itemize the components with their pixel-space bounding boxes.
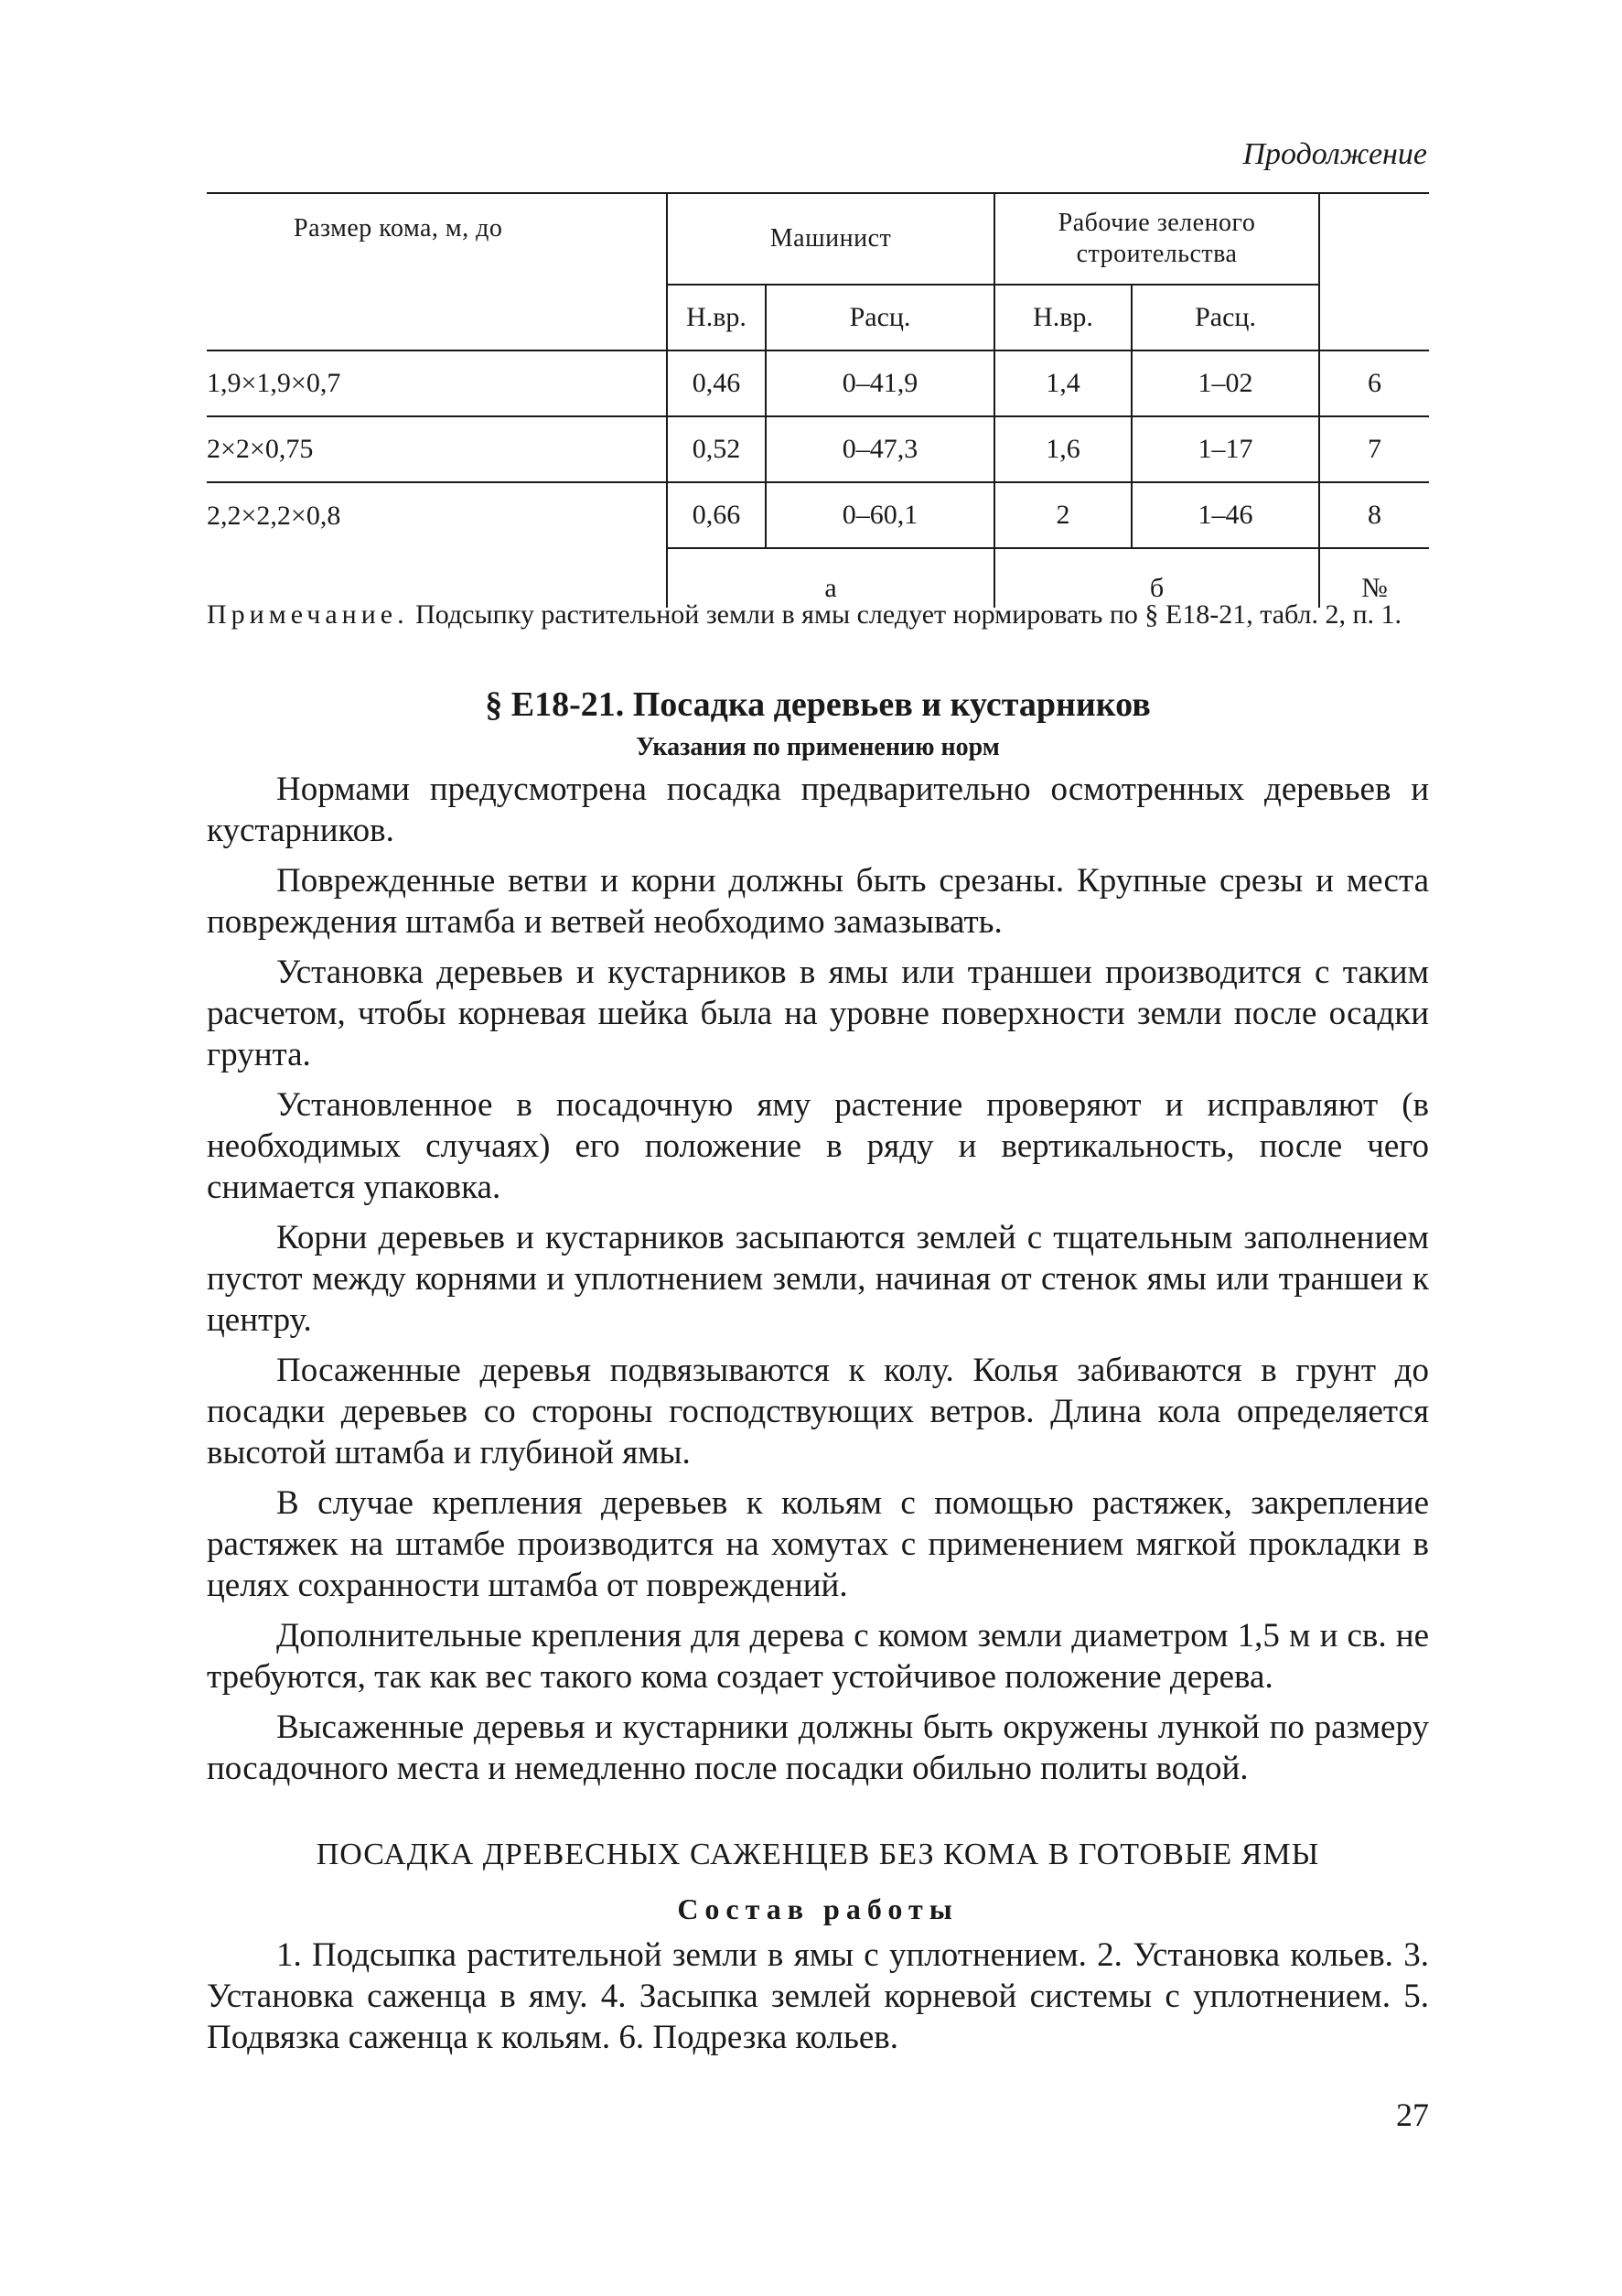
- paragraph: Поврежденные ветви и корни должны быть срезаны. Крупные срезы и места повреждения штамба и ветвей необходимо замазывать.: [207, 862, 1429, 941]
- row-work-hr: 1,6: [994, 416, 1132, 482]
- subsection-heading: ПОСАДКА ДРЕВЕСНЫХ САЖЕНЦЕВ БЕЗ КОМА В ГОТОВЫЕ ЯМЫ: [316, 1838, 1320, 1871]
- footer-col-a: а: [667, 548, 994, 608]
- work-composition-title: Состав работы: [677, 1892, 959, 1925]
- header-empty: [1319, 193, 1429, 350]
- row-work-rate: 1–02: [1132, 350, 1319, 416]
- row-size: 1,9×1,9×0,7: [207, 350, 667, 416]
- paragraph: Установка деревьев и кустарников в ямы или траншеи производится с таким расчетом, чтобы корневая шейка была на уровне поверхности земли после осадки грунта.: [207, 954, 1429, 1073]
- row-mach-rate: 0–41,9: [766, 350, 994, 416]
- row-size: 2,2×2,2×0,8: [207, 482, 667, 548]
- table-row: [207, 416, 1429, 482]
- note-text: Подсыпку растительной земли в ямы следует нормировать по § Е18-21, табл. 2, п. 1.: [408, 599, 1402, 630]
- section-title: § Е18-21. Посадка деревьев и кустарников: [485, 685, 1151, 724]
- row-mach-rate: 0–60,1: [766, 482, 994, 548]
- row-size: 2×2×0,75: [207, 416, 667, 482]
- note-label: Примечание.: [207, 599, 409, 630]
- page-number: 27: [1396, 2097, 1429, 2133]
- footer-col-b: б: [994, 548, 1319, 608]
- row-mach-hr: 0,52: [667, 416, 766, 482]
- table-row: [207, 350, 1429, 416]
- row-mach-hr: 0,46: [667, 350, 766, 416]
- header-workers: Рабочие зеленого строительства: [994, 193, 1319, 285]
- continuation-label: Продолжение: [1242, 137, 1427, 171]
- table-row: [207, 482, 1429, 548]
- section-subtitle: Указания по применению норм: [636, 733, 1000, 761]
- row-work-hr: 1,4: [994, 350, 1132, 416]
- footer-col-number: №: [1319, 548, 1429, 608]
- table-header-row: [207, 193, 1429, 285]
- row-mach-rate: 0–47,3: [766, 416, 994, 482]
- subhead-work-rate: Расц.: [1132, 285, 1319, 350]
- norm-table: [207, 192, 1429, 608]
- row-work-rate: 1–46: [1132, 482, 1319, 548]
- paragraph: Нормами предусмотрена посадка предварительно осмотренных деревьев и кустарников.: [207, 771, 1429, 849]
- paragraph: В случае крепления деревьев к кольям с помощью растяжек, закрепление растяжек на штамбе производится на хомутах с применением мягкой прокладки в целях сохранности штамба от повреждений.: [207, 1484, 1429, 1604]
- header-machinist: Машинист: [667, 193, 994, 285]
- row-number: 8: [1319, 482, 1429, 548]
- subhead-mach-hr: Н.вр.: [667, 285, 766, 350]
- subhead-work-hr: Н.вр.: [994, 285, 1132, 350]
- table-note: [207, 598, 1429, 632]
- work-composition-text: 1. Подсыпка растительной земли в ямы с уплотнением. 2. Установка кольев. 3. Установка саженца в яму. 4. Засыпка землей корневой системы с уплотнением. 5. Подвязка саженца к кольям. 6. Подрезка кольев.: [207, 1936, 1429, 2056]
- subhead-mach-rate: Расц.: [766, 285, 994, 350]
- header-size: Размер кома, м, до: [207, 193, 667, 350]
- row-mach-hr: 0,66: [667, 482, 766, 548]
- row-number: 6: [1319, 350, 1429, 416]
- paragraph: Посаженные деревья подвязываются к колу. Колья забиваются в грунт до посадки деревьев со стороны господствующих ветров. Длина кола определяется высотой штамба и глубиной ямы.: [207, 1352, 1429, 1471]
- row-number: 7: [1319, 416, 1429, 482]
- section-body: [207, 769, 1429, 1798]
- row-work-hr: 2: [994, 482, 1132, 548]
- row-work-rate: 1–17: [1132, 416, 1319, 482]
- paragraph: Установленное в посадочную яму растение проверяют и исправляют (в необходимых случаях) его положение в ряду и вертикальность, после чего снимается упаковка.: [207, 1086, 1429, 1206]
- paragraph: Дополнительные крепления для дерева с комом земли диаметром 1,5 м и св. не требуются, так как вес такого кома создает устойчивое положение дерева.: [207, 1617, 1429, 1696]
- paragraph: Высаженные деревья и кустарники должны быть окружены лункой по размеру посадочного места и немедленно после посадки обильно политы водой.: [207, 1709, 1429, 1787]
- paragraph: Корни деревьев и кустарников засыпаются землей с тщательным заполнением пустот между корнями и уплотнением земли, начиная от стенок ямы или траншеи к центру.: [207, 1219, 1429, 1339]
